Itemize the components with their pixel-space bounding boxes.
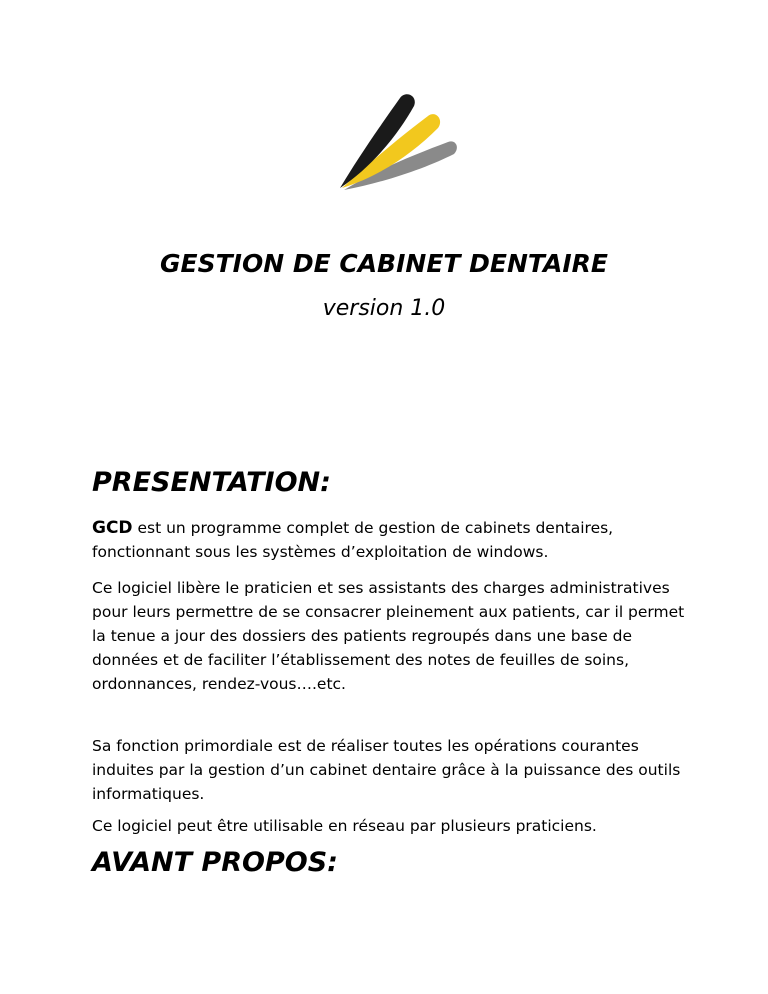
tri-stripe-logo-icon bbox=[336, 92, 462, 192]
paragraph-benefits: Ce logiciel libère le praticien et ses assistants des charges administratives pour leurs permettre de se consacrer pleinement aux patients, car il permet la tenue a jour des dossiers des patients regroupés dans une base de données et de faciliter l’établissement des notes de feuilles de soins, ordonnances, rendez-vous….etc. bbox=[92, 579, 685, 693]
document-version: version 1.0 bbox=[322, 296, 446, 321]
product-acronym: GCD bbox=[92, 518, 133, 538]
paragraph-function: Sa fonction primordiale est de réaliser toutes les opérations courantes induites par la gestion d’un cabinet dentaire grâce à la puissance des outils informatiques. bbox=[92, 737, 681, 803]
paragraph-intro-text: est un programme complet de gestion de cabinets dentaires, fonctionnant sous les systèmes d’exploitation de windows. bbox=[92, 519, 614, 561]
paragraph-network: Ce logiciel peut être utilisable en réseau par plusieurs praticiens. bbox=[92, 817, 597, 835]
section-heading-presentation: PRESENTATION: bbox=[92, 467, 331, 498]
paragraph-intro bbox=[92, 516, 692, 564]
document-title: GESTION DE CABINET DENTAIRE bbox=[159, 249, 609, 278]
section-heading-avant-propos: AVANT PROPOS: bbox=[92, 847, 338, 878]
